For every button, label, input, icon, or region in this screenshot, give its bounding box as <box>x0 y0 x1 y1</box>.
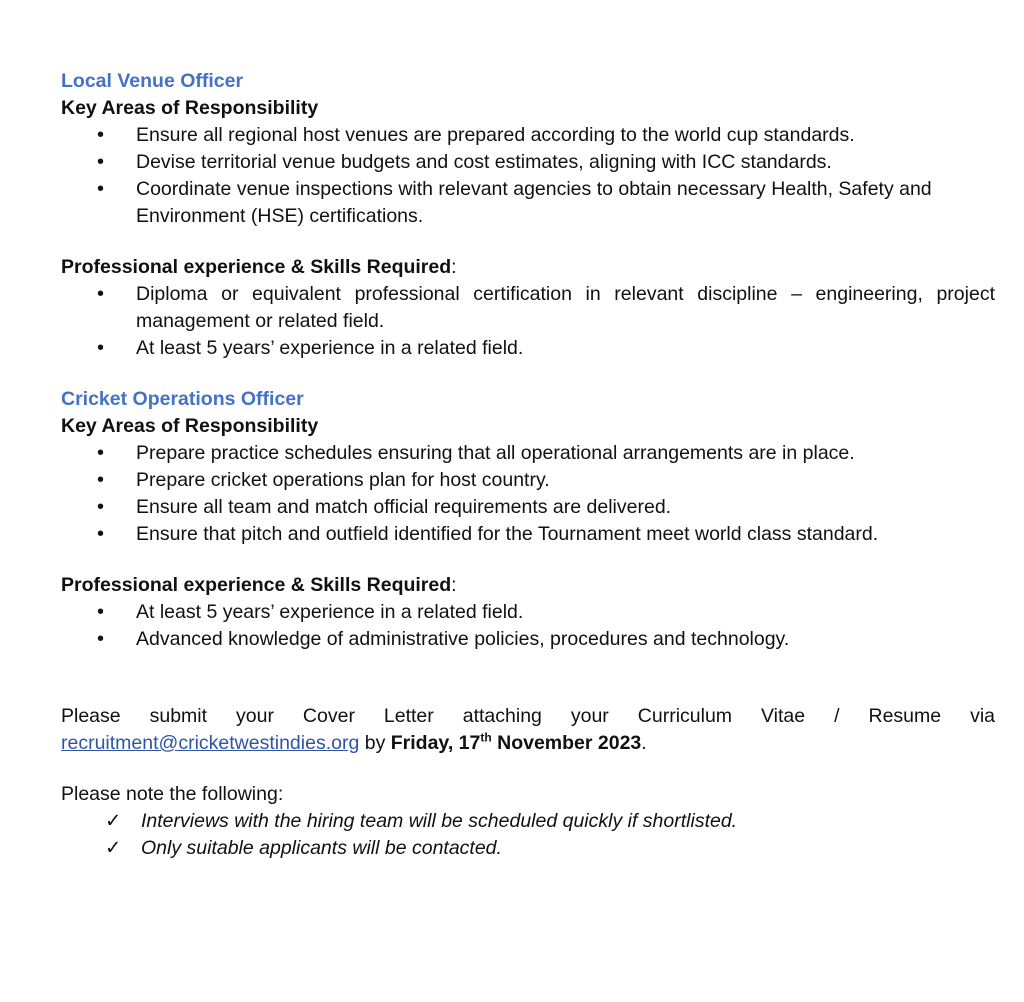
list-item <box>61 835 995 862</box>
skills-list <box>61 281 995 362</box>
role-section-cricket-operations-officer <box>61 386 995 653</box>
list-item: • Ensure all team and match official requirements are delivered. <box>61 494 995 521</box>
job-posting-page <box>61 68 995 862</box>
list-item: • Prepare practice schedules ensuring that all operational arrangements are in place. <box>61 440 995 467</box>
note-text: Only suitable applicants will be contacted. <box>141 837 502 859</box>
skills-heading-colon: : <box>451 256 457 278</box>
recruitment-email-link[interactable]: recruitment@cricketwestindies.org <box>61 732 360 754</box>
notes-list <box>61 808 995 862</box>
list-item <box>61 808 995 835</box>
list-item: • Coordinate venue inspections with relevant agencies to obtain necessary Health, Safety and Environment (HSE) certifications. <box>61 176 995 230</box>
list-item: • Ensure that pitch and outfield identified for the Tournament meet world class standard. <box>61 521 995 548</box>
list-item: • Ensure all regional host venues are prepared according to the world cup standards. <box>61 122 995 149</box>
notes-intro: Please note the following: <box>61 783 284 805</box>
responsibilities-list <box>61 440 995 548</box>
submission-deadline-line <box>61 730 995 757</box>
by-text: by <box>359 732 391 754</box>
deadline-date <box>391 732 642 754</box>
responsibilities-list <box>61 122 995 230</box>
skills-heading-colon: : <box>451 574 457 596</box>
responsibilities-heading: Key Areas of Responsibility <box>61 97 319 119</box>
list-item: • Prepare cricket operations plan for host country. <box>61 467 995 494</box>
checkmark-icon: ✓ <box>105 810 122 832</box>
deadline-suffix: th <box>480 730 492 745</box>
checkmark-icon: ✓ <box>105 837 122 859</box>
list-item: • Devise territorial venue budgets and cost estimates, aligning with ICC standards. <box>61 149 995 176</box>
role-section-local-venue-officer <box>61 68 995 362</box>
skills-heading-text: Professional experience & Skills Required <box>61 256 452 278</box>
list-item: • At least 5 years’ experience in a related field. <box>61 335 995 362</box>
notes-section <box>61 781 995 862</box>
skills-heading <box>61 254 995 281</box>
list-item: • Advanced knowledge of administrative policies, procedures and technology. <box>61 626 995 653</box>
skills-heading-text: Professional experience & Skills Required <box>61 574 452 596</box>
skills-heading <box>61 572 995 599</box>
role-title: Cricket Operations Officer <box>61 388 304 410</box>
list-item: • At least 5 years’ experience in a related field. <box>61 599 995 626</box>
period: . <box>641 732 647 754</box>
note-text: Interviews with the hiring team will be scheduled quickly if shortlisted. <box>141 810 738 832</box>
role-title: Local Venue Officer <box>61 70 244 92</box>
deadline-month-year: November 2023 <box>491 732 642 754</box>
deadline-day: Friday, 17 <box>390 732 481 754</box>
responsibilities-heading: Key Areas of Responsibility <box>61 415 319 437</box>
submission-line: Please submit your Cover Letter attaching your Curriculum Vitae / Resume via <box>61 705 995 727</box>
submission-instructions <box>61 703 995 757</box>
skills-list <box>61 599 995 653</box>
list-item: • Diploma or equivalent professional certification in relevant discipline – engineering, project management or related field. <box>61 281 995 335</box>
